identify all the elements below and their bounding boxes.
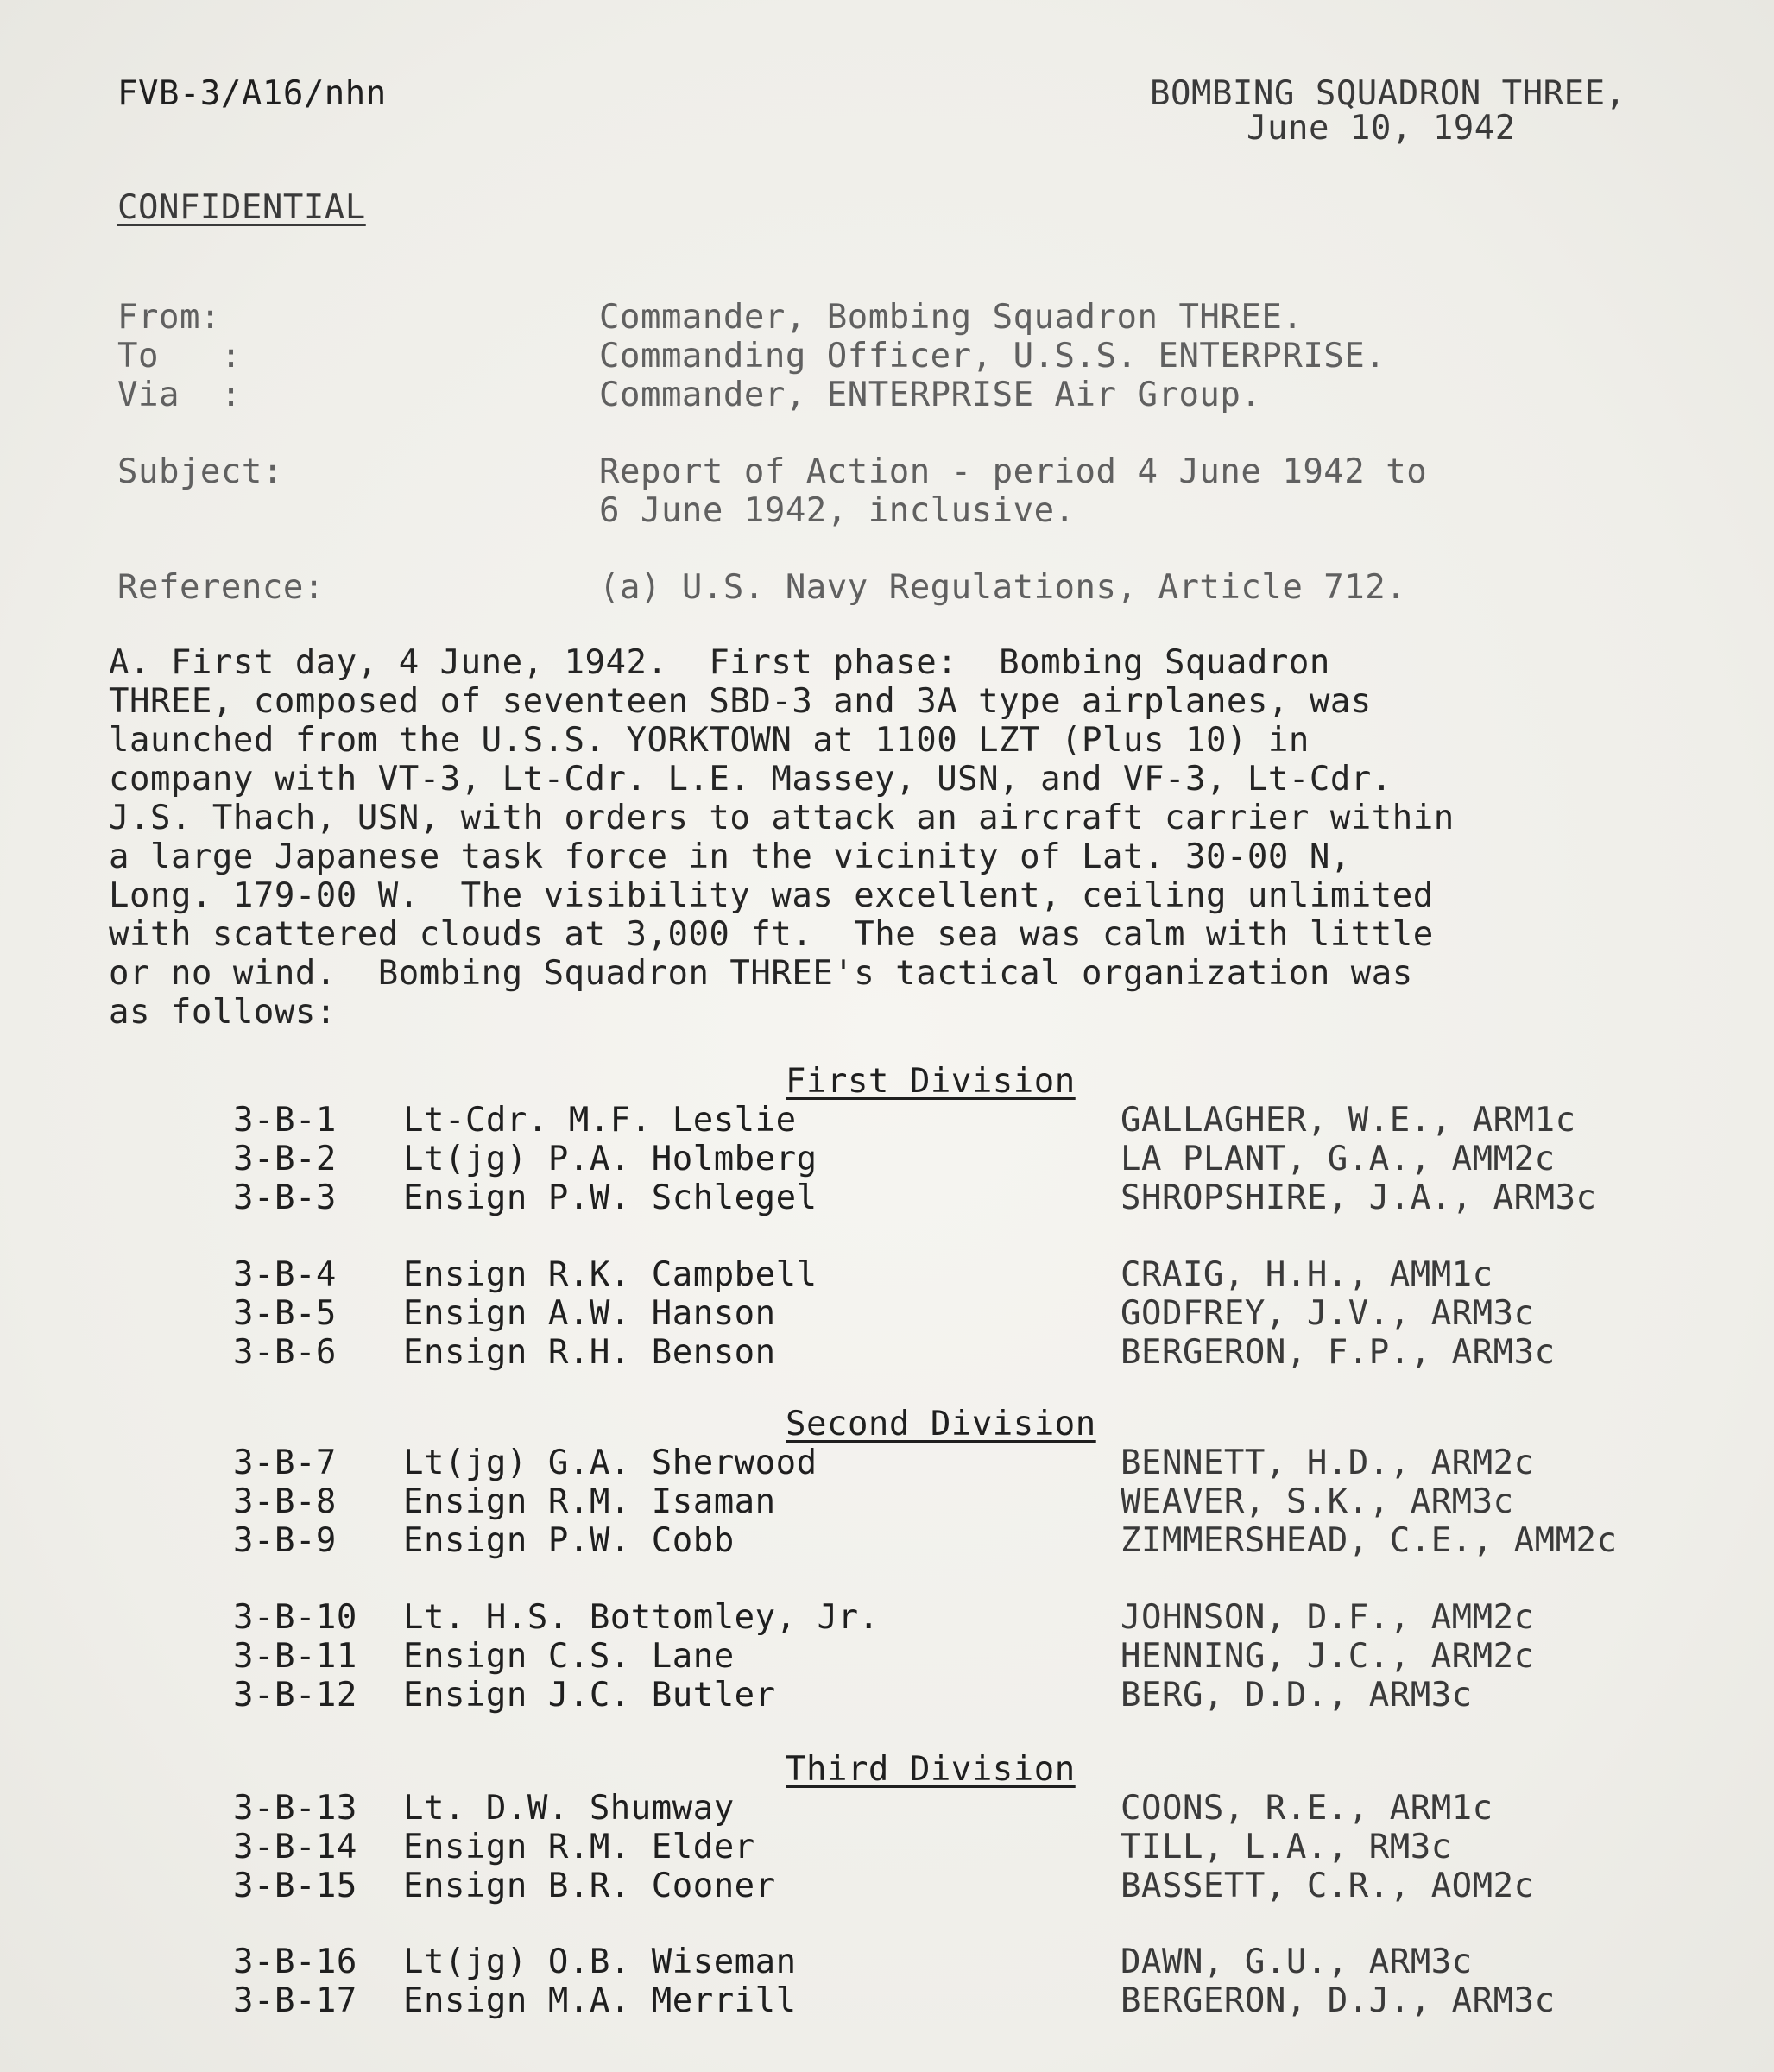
gunner-name: WEAVER, S.K., ARM3c	[1121, 1482, 1514, 1521]
plane-code: 3-B-8	[233, 1482, 337, 1521]
pilot-name: Ensign A.W. Hanson	[403, 1294, 776, 1333]
gunner-name: GALLAGHER, W.E., ARM1c	[1121, 1101, 1576, 1140]
body-line: or no wind. Bombing Squadron THREE's tactical organization was	[109, 954, 1413, 993]
plane-code: 3-B-4	[233, 1255, 337, 1294]
pilot-name: Ensign M.A. Merrill	[403, 1981, 797, 2020]
gunner-name: SHROPSHIRE, J.A., ARM3c	[1121, 1178, 1597, 1217]
unit-name: BOMBING SQUADRON THREE,	[1150, 74, 1626, 113]
body-line: Long. 179-00 W. The visibility was excellent, ceiling unlimited	[109, 876, 1434, 915]
from-label: From:	[117, 298, 221, 337]
via-value: Commander, ENTERPRISE Air Group.	[599, 376, 1262, 414]
division-title: Second Division	[786, 1405, 1096, 1443]
body-line: launched from the U.S.S. YORKTOWN at 1100 LZT (Plus 10) in	[109, 721, 1310, 760]
subject-line-2: 6 June 1942, inclusive.	[599, 491, 1076, 530]
gunner-name: BERGERON, D.J., ARM3c	[1121, 1981, 1556, 2020]
gunner-name: CRAIG, H.H., AMM1c	[1121, 1255, 1493, 1294]
pilot-name: Ensign R.M. Isaman	[403, 1482, 776, 1521]
reference-value: (a) U.S. Navy Regulations, Article 712.	[599, 568, 1407, 607]
pilot-name: Ensign P.W. Schlegel	[403, 1178, 818, 1217]
document-date: June 10, 1942	[1247, 109, 1516, 148]
plane-code: 3-B-2	[233, 1140, 337, 1178]
pilot-name: Lt(jg) O.B. Wiseman	[403, 1942, 797, 1981]
plane-code: 3-B-5	[233, 1294, 337, 1333]
body-line: as follows:	[109, 993, 337, 1032]
plane-code: 3-B-1	[233, 1101, 337, 1140]
body-line: J.S. Thach, USN, with orders to attack an aircraft carrier within	[109, 799, 1455, 837]
pilot-name: Ensign B.R. Cooner	[403, 1867, 776, 1905]
from-value: Commander, Bombing Squadron THREE.	[599, 298, 1304, 337]
pilot-name: Lt(jg) P.A. Holmberg	[403, 1140, 818, 1178]
gunner-name: DAWN, G.U., ARM3c	[1121, 1942, 1473, 1981]
gunner-name: HENNING, J.C., ARM2c	[1121, 1637, 1535, 1676]
division-title: Third Division	[786, 1750, 1076, 1789]
gunner-name: JOHNSON, D.F., AMM2c	[1121, 1598, 1535, 1637]
gunner-name: LA PLANT, G.A., AMM2c	[1121, 1140, 1556, 1178]
file-code: FVB-3/A16/nhn	[117, 74, 387, 113]
pilot-name: Ensign J.C. Butler	[403, 1676, 776, 1715]
pilot-name: Ensign R.M. Elder	[403, 1828, 755, 1867]
pilot-name: Lt. D.W. Shumway	[403, 1789, 735, 1828]
subject-label: Subject:	[117, 452, 283, 491]
pilot-name: Ensign R.K. Campbell	[403, 1255, 818, 1294]
plane-code: 3-B-17	[233, 1981, 357, 2020]
pilot-name: Ensign R.H. Benson	[403, 1333, 776, 1372]
pilot-name: Ensign P.W. Cobb	[403, 1521, 735, 1560]
plane-code: 3-B-6	[233, 1333, 337, 1372]
plane-code: 3-B-9	[233, 1521, 337, 1560]
plane-code: 3-B-10	[233, 1598, 357, 1637]
plane-code: 3-B-16	[233, 1942, 357, 1981]
pilot-name: Lt. H.S. Bottomley, Jr.	[403, 1598, 880, 1637]
subject-line-1: Report of Action - period 4 June 1942 to	[599, 452, 1428, 491]
gunner-name: GODFREY, J.V., ARM3c	[1121, 1294, 1535, 1333]
plane-code: 3-B-3	[233, 1178, 337, 1217]
pilot-name: Ensign C.S. Lane	[403, 1637, 735, 1676]
plane-code: 3-B-12	[233, 1676, 357, 1715]
plane-code: 3-B-14	[233, 1828, 357, 1867]
body-line: A. First day, 4 June, 1942. First phase: Bombing Squadron	[109, 643, 1330, 682]
pilot-name: Lt-Cdr. M.F. Leslie	[403, 1101, 797, 1140]
gunner-name: TILL, L.A., RM3c	[1121, 1828, 1452, 1867]
plane-code: 3-B-13	[233, 1789, 357, 1828]
gunner-name: BERG, D.D., ARM3c	[1121, 1676, 1473, 1715]
to-value: Commanding Officer, U.S.S. ENTERPRISE.	[599, 337, 1386, 376]
gunner-name: ZIMMERSHEAD, C.E., AMM2c	[1121, 1521, 1618, 1560]
plane-code: 3-B-7	[233, 1443, 337, 1482]
division-title: First Division	[786, 1062, 1076, 1101]
body-line: company with VT-3, Lt-Cdr. L.E. Massey, USN, and VF-3, Lt-Cdr.	[109, 760, 1392, 799]
gunner-name: BENNETT, H.D., ARM2c	[1121, 1443, 1535, 1482]
body-line: THREE, composed of seventeen SBD-3 and 3A type airplanes, was	[109, 682, 1372, 721]
to-label: To :	[117, 337, 242, 376]
plane-code: 3-B-11	[233, 1637, 357, 1676]
pilot-name: Lt(jg) G.A. Sherwood	[403, 1443, 818, 1482]
via-label: Via :	[117, 376, 242, 414]
gunner-name: COONS, R.E., ARM1c	[1121, 1789, 1493, 1828]
gunner-name: BASSETT, C.R., AOM2c	[1121, 1867, 1535, 1905]
classification-label: CONFIDENTIAL	[117, 188, 366, 227]
body-line: a large Japanese task force in the vicinity of Lat. 30-00 N,	[109, 837, 1351, 876]
body-line: with scattered clouds at 3,000 ft. The sea was calm with little	[109, 915, 1434, 954]
gunner-name: BERGERON, F.P., ARM3c	[1121, 1333, 1556, 1372]
plane-code: 3-B-15	[233, 1867, 357, 1905]
reference-label: Reference:	[117, 568, 325, 607]
